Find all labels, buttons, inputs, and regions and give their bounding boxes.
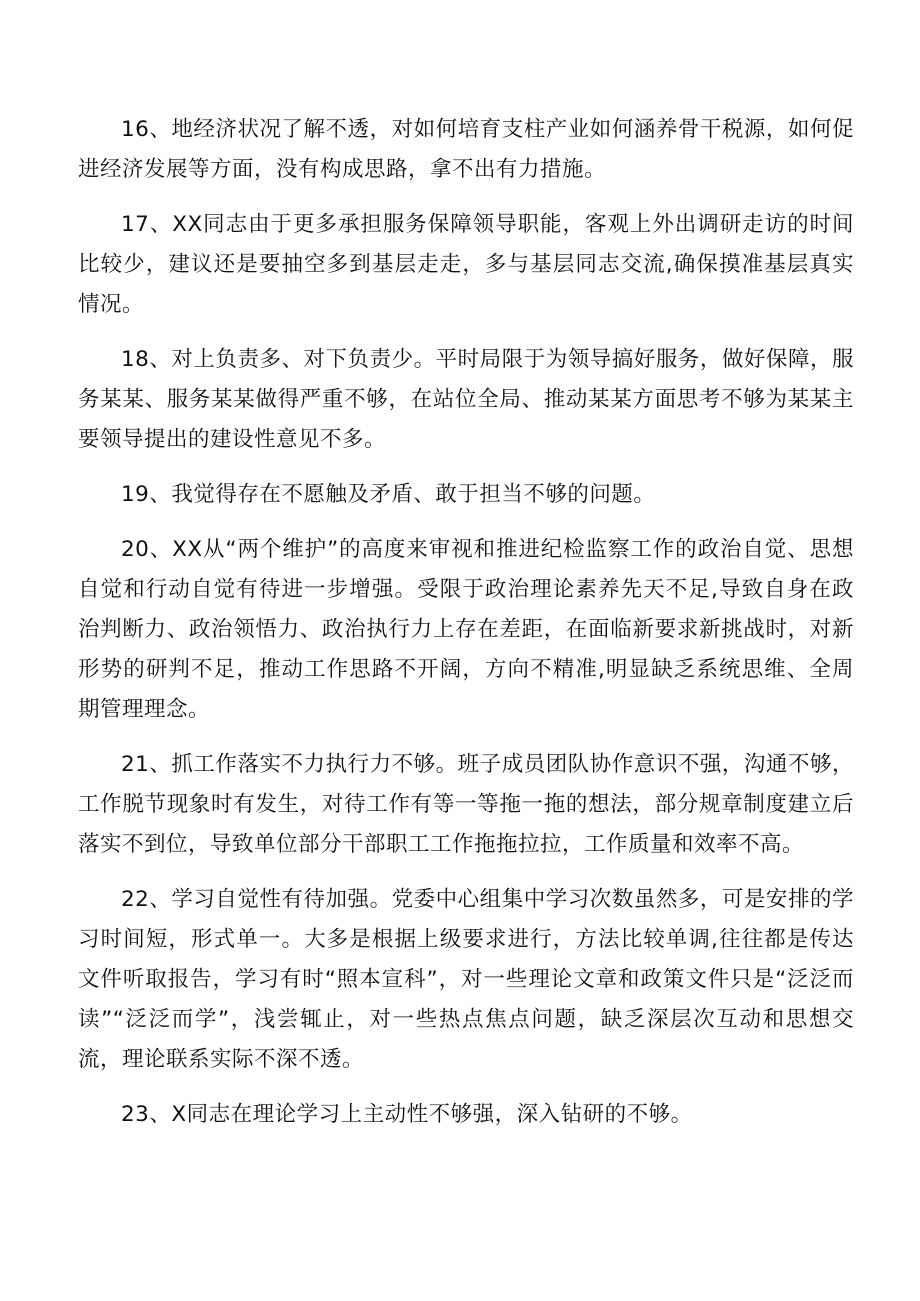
paragraph-16: 16、地经济状况了解不透，对如何培育支柱产业如何涵养骨干税源，如何促进经济发展等方面，没有构成思路，拿不出有力措施。 xyxy=(78,117,854,182)
paragraph-18: 18、对上负责多、对下负责少。平时局限于为领导搞好服务，做好保障，服务某某、服务某某做得严重不够，在站位全局、推动某某方面思考不够为某某主要领导提出的建设性意见不多。 xyxy=(78,347,854,452)
paragraph-23: 23、X同志在理论学习上主动性不够强，深入钻研的不够。 xyxy=(121,1102,693,1127)
paragraph-19: 19、我觉得存在不愿触及矛盾、敢于担当不够的问题。 xyxy=(121,482,656,507)
paragraph-21: 21、抓工作落实不力执行力不够。班子成员团队协作意识不强，沟通不够，工作脱节现象时有发生，对待工作有等一等拖一拖的想法，部分规章制度建立后落实不到位，导致单位部分干部职工工作拖拖拉拉，工作质量和效率不高。 xyxy=(78,752,854,857)
paragraph-20: 20、XX从“两个维护”的高度来审视和推进纪检监察工作的政治自觉、思想自觉和行动自觉有待进一步增强。受限于政治理论素养先天不足,导致自身在政治判断力、政治领悟力、政治执行力上存在差距，在面临新要求新挑战时，对新形势的研判不足，推动工作思路不开阔，方向不精准,明显缺乏系统思维、全周期管理理念。 xyxy=(78,537,854,722)
paragraph-22: 22、学习自觉性有待加强。党委中心组集中学习次数虽然多，可是安排的学习时间短，形式单一。大多是根据上级要求进行，方法比较单调,往往都是传达文件听取报告，学习有时“照本宣科”，对一些理论文章和政策文件只是“泛泛而读”“泛泛而学”，浅尝辄止，对一些热点焦点问题，缺乏深层次互动和思想交流，理论联系实际不深不透。 xyxy=(78,887,854,1072)
paragraph-17: 17、XX同志由于更多承担服务保障领导职能，客观上外出调研走访的时间比较少，建议还是要抽空多到基层走走，多与基层同志交流,确保摸准基层真实情况。 xyxy=(78,212,854,317)
